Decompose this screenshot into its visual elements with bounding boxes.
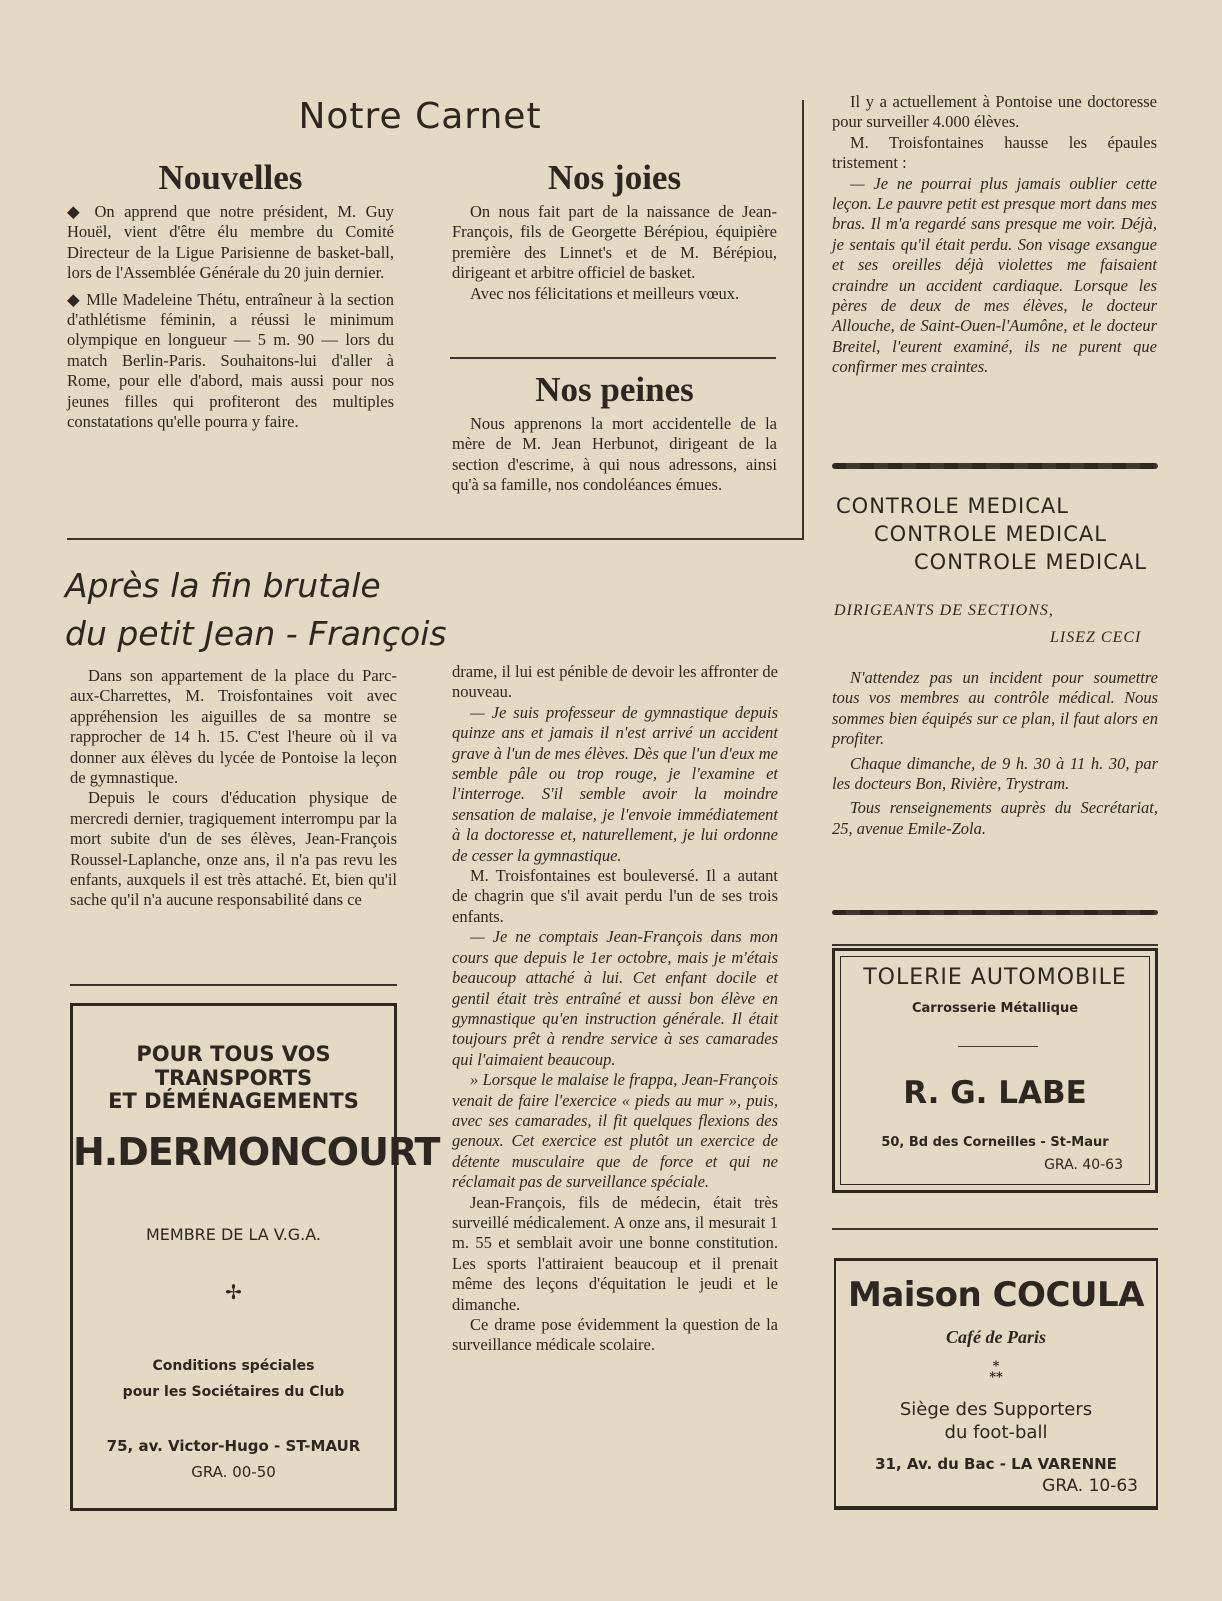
ad-cocula xyxy=(834,1258,1158,1510)
joies-divider xyxy=(450,357,776,359)
dermoncourt-name: H.DERMONCOURT xyxy=(73,1130,440,1174)
right-top-p3: — Je ne pourrai plus jamais oublier cette leçon. Le pauvre petit est presque mort dans mes bras. Il m'a regardé sans presque me voir. Déjà, je sentais qu'il était perdu. Son visage exsangue et ses oreilles déjà violettes me faisaient craindre un accident cardiaque. Lorsque les pères de deux de mes élèves, le docteur Allouche, de Saint-Ouen-l'Aumône, et le docteur Breitel, l'eurent examiné, ils ne purent que confirmer mes craintes. xyxy=(832,173,1157,377)
dermoncourt-line1: POUR TOUS VOS TRANSPORTS xyxy=(136,1042,331,1090)
right-top-p2: M. Troisfontaines hausse les épaules tristement : xyxy=(832,132,1157,173)
ornament-icon: ✢ xyxy=(225,1280,242,1304)
article-col2 xyxy=(452,662,778,1356)
cocula-sub: Café de Paris xyxy=(946,1327,1046,1347)
diamond-icon: ◆ xyxy=(67,202,95,221)
right-top-text xyxy=(832,92,1157,378)
cocula-line1: Siège des Supporters xyxy=(899,1399,1093,1420)
right-top-p1: Il y a actuellement à Pontoise une doctoresse pour surveiller 4.000 élèves. xyxy=(832,92,1157,132)
cocula-name: Maison COCULA xyxy=(848,1275,1144,1315)
article-col2-p1: drame, il lui est pénible de devoir les affronter de nouveau. xyxy=(452,662,778,702)
diamond-icon: ◆ xyxy=(67,289,87,309)
joies-section xyxy=(452,158,777,304)
controle-sub2: LISEZ CECI xyxy=(1050,629,1142,646)
article-col1 xyxy=(70,666,397,911)
article-col2-p3: M. Troisfontaines est bouleversé. Il a autant de chagrin que s'il avait perdu l'un de ses trois enfants. xyxy=(452,866,778,926)
controle-p3: Tous renseignements auprès du Secrétariat, 25, avenue Emile-Zola. xyxy=(832,798,1158,838)
nouvelles-p2: Mlle Madeleine Thétu, entraîneur à la section d'athlétisme féminin, a réussi le minimum olympique en longueur — 5 m. 90 — lors du match Berlin-Paris. Souhaitons-lui d'aller à Rome, pour elle d'abord, mais aussi pour nos jeunes filles qui profiteront des multiples constatations qu'elle pourra y faire. xyxy=(67,289,394,432)
article-col1-p2: Depuis le cours d'éducation physique de mercredi dernier, tragiquement interrompu par la mort subite d'un de ses élèves, Jean-François Roussel-Laplanche, onze ans, il n'a pas revu les enfants, auxquels il est très attaché. Et, bien qu'il sache qu'il n'a aucune responsabilité dans ce xyxy=(70,788,397,910)
labe-address: 50, Bd des Corneilles - St-Maur xyxy=(881,1135,1109,1150)
nouvelles-p1: On apprend que notre président, M. Guy Houël, vient d'être élu membre du Comité Directeur de la Ligue Parisienne de basket-ball, lors de l'Assemblée Générale du 20 juin dernier. xyxy=(67,202,394,283)
peines-heading: Nos peines xyxy=(535,370,694,409)
carnet-right-rule xyxy=(802,100,804,540)
article-title-line2: du petit Jean - François xyxy=(65,614,447,653)
dermoncourt-cond1: Conditions spéciales xyxy=(152,1358,315,1374)
controle-line3: CONTROLE MEDICAL xyxy=(914,550,1147,574)
article-col2-p7: Ce drame pose évidemment la question de la surveillance médicale scolaire. xyxy=(452,1315,778,1355)
controle-sub1: DIRIGEANTS DE SECTIONS, xyxy=(834,602,1054,619)
stars-icon: * ** xyxy=(989,1359,1003,1385)
controle-line2: CONTROLE MEDICAL xyxy=(874,522,1107,546)
controle-p1: N'attendez pas un incident pour soumettre tous vos membres au contrôle médical. Nous sommes bien équipés sur ce plan, il faut alors en profiter. xyxy=(832,668,1158,749)
cocula-phone: GRA. 10-63 xyxy=(1042,1476,1138,1496)
carnet-bottom-rule xyxy=(67,538,803,540)
peines-section xyxy=(452,370,777,496)
nouvelles-heading: Nouvelles xyxy=(158,158,303,197)
joies-heading: Nos joies xyxy=(547,158,682,197)
labe-inner-frame xyxy=(840,956,1150,1185)
ad-labe xyxy=(832,948,1158,1193)
cocula-address: 31, Av. du Bac - LA VARENNE xyxy=(875,1455,1117,1473)
controle-line1: CONTROLE MEDICAL xyxy=(836,494,1069,518)
article-col2-p5: » Lorsque le malaise le frappa, Jean-François venait de faire l'exercice « pieds au mur », puis, avec ses camarades, il fit quelques flexions des genoux. Cet exercice est plutôt un exercice de détente musculaire que de force et qui ne réclamait pas de surveillance spéciale. xyxy=(452,1070,778,1192)
article-col2-p2: — Je suis professeur de gymnastique depuis quinze ans et jamais il n'est arrivé un accident grave à l'un de mes élèves. Dès que l'un d'eux me semble pâle ou trop rouge, je l'examine et l'interroge. S'il semble avoir la moindre sensation de malaise, je l'envoie immédiatement à la doctoresse et, naturellement, je lui ordonne de cesser la gymnastique. xyxy=(452,702,778,865)
labe-top-rule xyxy=(832,944,1158,946)
article-col2-p6: Jean-François, fils de médecin, était très surveillé médicalement. A onze ans, il mesurait 1 m. 55 et semblait avoir une bonne constitution. Les sports l'attiraient beaucoup et il prenait même des leçons d'équitation le jeudi et le dimanche. xyxy=(452,1192,778,1314)
article-col1-p1: Dans son appartement de la place du Parc-aux-Charrettes, M. Troisfontaines voit avec appréhension les aiguilles de sa montre se rapprocher de 14 h. 15. C'est l'heure où il va donner aux élèves du lycée de Pontoise la leçon de gymnastique. xyxy=(70,666,397,788)
controle-text xyxy=(832,668,1158,839)
labe-name: R. G. LABE xyxy=(903,1075,1087,1111)
nouvelles-section xyxy=(67,158,394,432)
article-col1-bottom-rule xyxy=(70,984,397,986)
dermoncourt-phone: GRA. 00-50 xyxy=(191,1463,276,1481)
article-col2-p4: — Je ne comptais Jean-François dans mon cours que depuis le 1er octobre, mais je m'étais beaucoup attaché à lui. Cet enfant docile et gentil était très entraîné et aussi bon élève en gymnastique qu'en instruction générale. Il était toujours prêt à rendre service à ses camarades qui l'aimaient beaucoup. xyxy=(452,927,778,1069)
dermoncourt-cond2: pour les Sociétaires du Club xyxy=(122,1384,345,1400)
dermoncourt-member: MEMBRE DE LA V.G.A. xyxy=(145,1225,322,1244)
cocula-line2: du foot-ball xyxy=(944,1422,1048,1443)
labe-line1: TOLERIE AUTOMOBILE xyxy=(863,965,1127,990)
labe-divider xyxy=(958,1046,1038,1047)
wavy-rule-top xyxy=(832,463,1158,469)
labe-line2: Carrosserie Métallique xyxy=(911,1001,1079,1016)
joies-p2: Avec nos félicitations et meilleurs vœux. xyxy=(470,283,740,303)
dermoncourt-line2: ET DÉMÉNAGEMENTS xyxy=(108,1089,359,1113)
joies-p1: On nous fait part de la naissance de Jean-François, fils de Georgette Bérépiou, équipière première des Linnet's et de M. Bérépiou, dirigeant et arbitre officiel de basket. xyxy=(452,202,777,283)
carnet-title: Notre Carnet xyxy=(298,96,542,137)
article-title-line1: Après la fin brutale xyxy=(65,566,381,605)
ad-dermoncourt xyxy=(70,1003,440,1511)
wavy-rule-bottom xyxy=(832,910,1158,915)
peines-p1: Nous apprenons la mort accidentelle de la mère de M. Jean Herbunot, dirigeant de la section d'escrime, à qui nous adressons, ainsi qu'à sa famille, nos condoléances émues. xyxy=(452,414,777,495)
controle-p2: Chaque dimanche, de 9 h. 30 à 11 h. 30, par les docteurs Bon, Rivière, Trystram. xyxy=(832,753,1158,794)
cocula-top-rule xyxy=(832,1228,1158,1230)
dermoncourt-address: 75, av. Victor-Hugo - ST-MAUR xyxy=(106,1437,361,1455)
labe-phone: GRA. 40-63 xyxy=(1044,1157,1123,1173)
